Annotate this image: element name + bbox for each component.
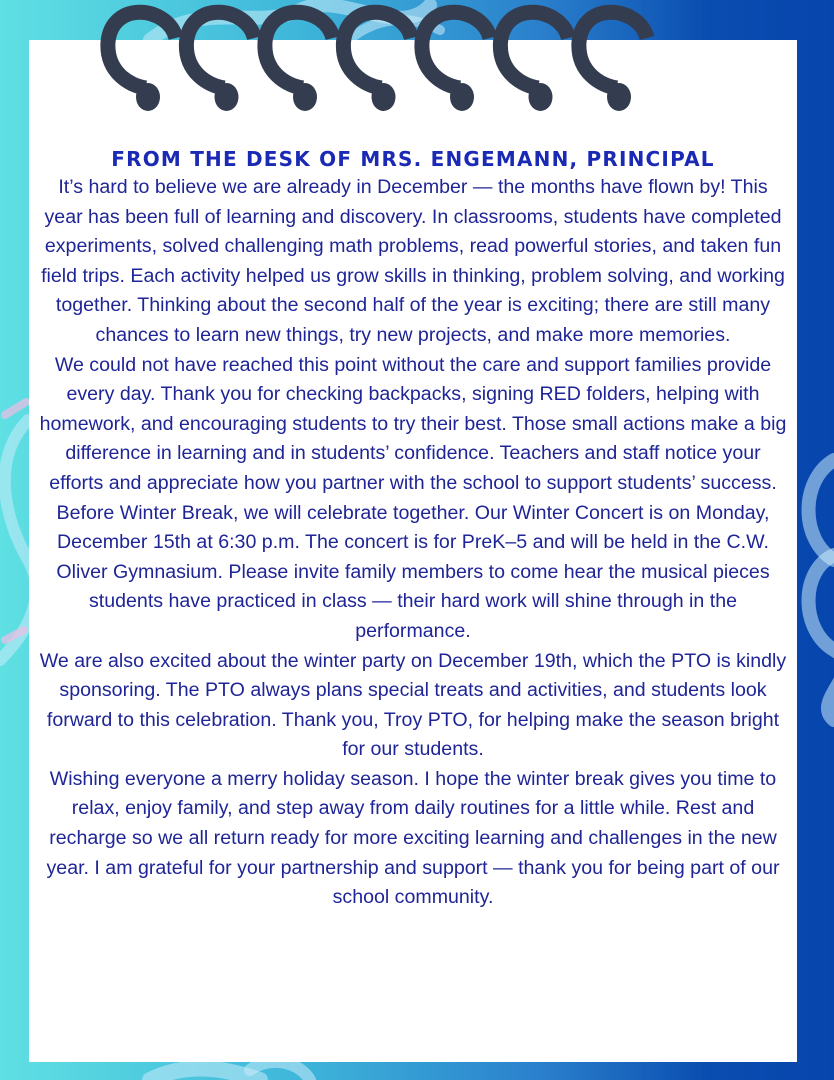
ribbon-bottom-2	[250, 1062, 310, 1080]
ribbon-right	[809, 460, 834, 560]
binder-ring-icon	[186, 12, 254, 111]
letter-title: FROM THE DESK OF MRS. ENGEMANN, PRINCIPAL	[111, 147, 715, 171]
letter-content	[29, 145, 797, 913]
letter-paragraph-4: We are also excited about the winter party on December 19th, which the PTO is kindly sponsoring. The PTO always plans special treats and activities, and students look forward to this celebration. Thank you, Troy PTO, for helping make the season bright for our students.	[39, 649, 787, 761]
ribbon-bottom	[150, 1068, 260, 1080]
binder-ring-icon	[500, 12, 568, 111]
binder-ring-icon	[108, 12, 176, 111]
letter-paragraph-2: We could not have reached this point without the care and support families provide every day. Thank you for checking backpacks, signing RED folders, helping with homework, and encouraging students to try their best. Those small actions make a big difference in learning and in students’ confidence. Teachers and staff notice your efforts and appreciate how you partner with the school to support students’ success.	[39, 353, 787, 494]
binder-ring-icon	[422, 12, 490, 111]
ribbon-right-2	[809, 555, 834, 720]
letter-paragraph-1: It’s hard to believe we are already in December — the months have flown by! This year has been full of learning and discovery. In classrooms, students have completed experiments, solved challenging math problems, read powerful stories, and taken fun field trips. Each activity helped us grow skills in thinking, problem solving, and working together. Thinking about the second half of the year is exciting; there are still many chances to learn new things, try new projects, and make more memories.	[41, 176, 785, 346]
binder-ring-icon	[265, 12, 333, 111]
letter-paragraph-3: Before Winter Break, we will celebrate together. Our Winter Concert is on Monday, December 15th at 6:30 p.m. The concert is for PreK–5 and will be held in the C.W. Oliver Gymnasium. Please invite family members to come hear the musical pieces students have practiced in class — their hard work will shine through in the performance.	[56, 501, 770, 642]
spiral-binding	[0, 0, 834, 120]
binder-ring-icon	[579, 12, 647, 111]
binder-ring-icon	[343, 12, 411, 111]
ribbon-pink-left	[5, 402, 26, 415]
letter-paragraph-5: Wishing everyone a merry holiday season. I hope the winter break gives you time to relax, enjoy family, and step away from daily routines for a little while. Rest and recharge so we all return ready for more exciting learning and challenges in the new year. I am grateful for your partnership and support — thank you for being part of our school community.	[46, 767, 780, 909]
ribbon-pink-left-2	[5, 630, 24, 640]
